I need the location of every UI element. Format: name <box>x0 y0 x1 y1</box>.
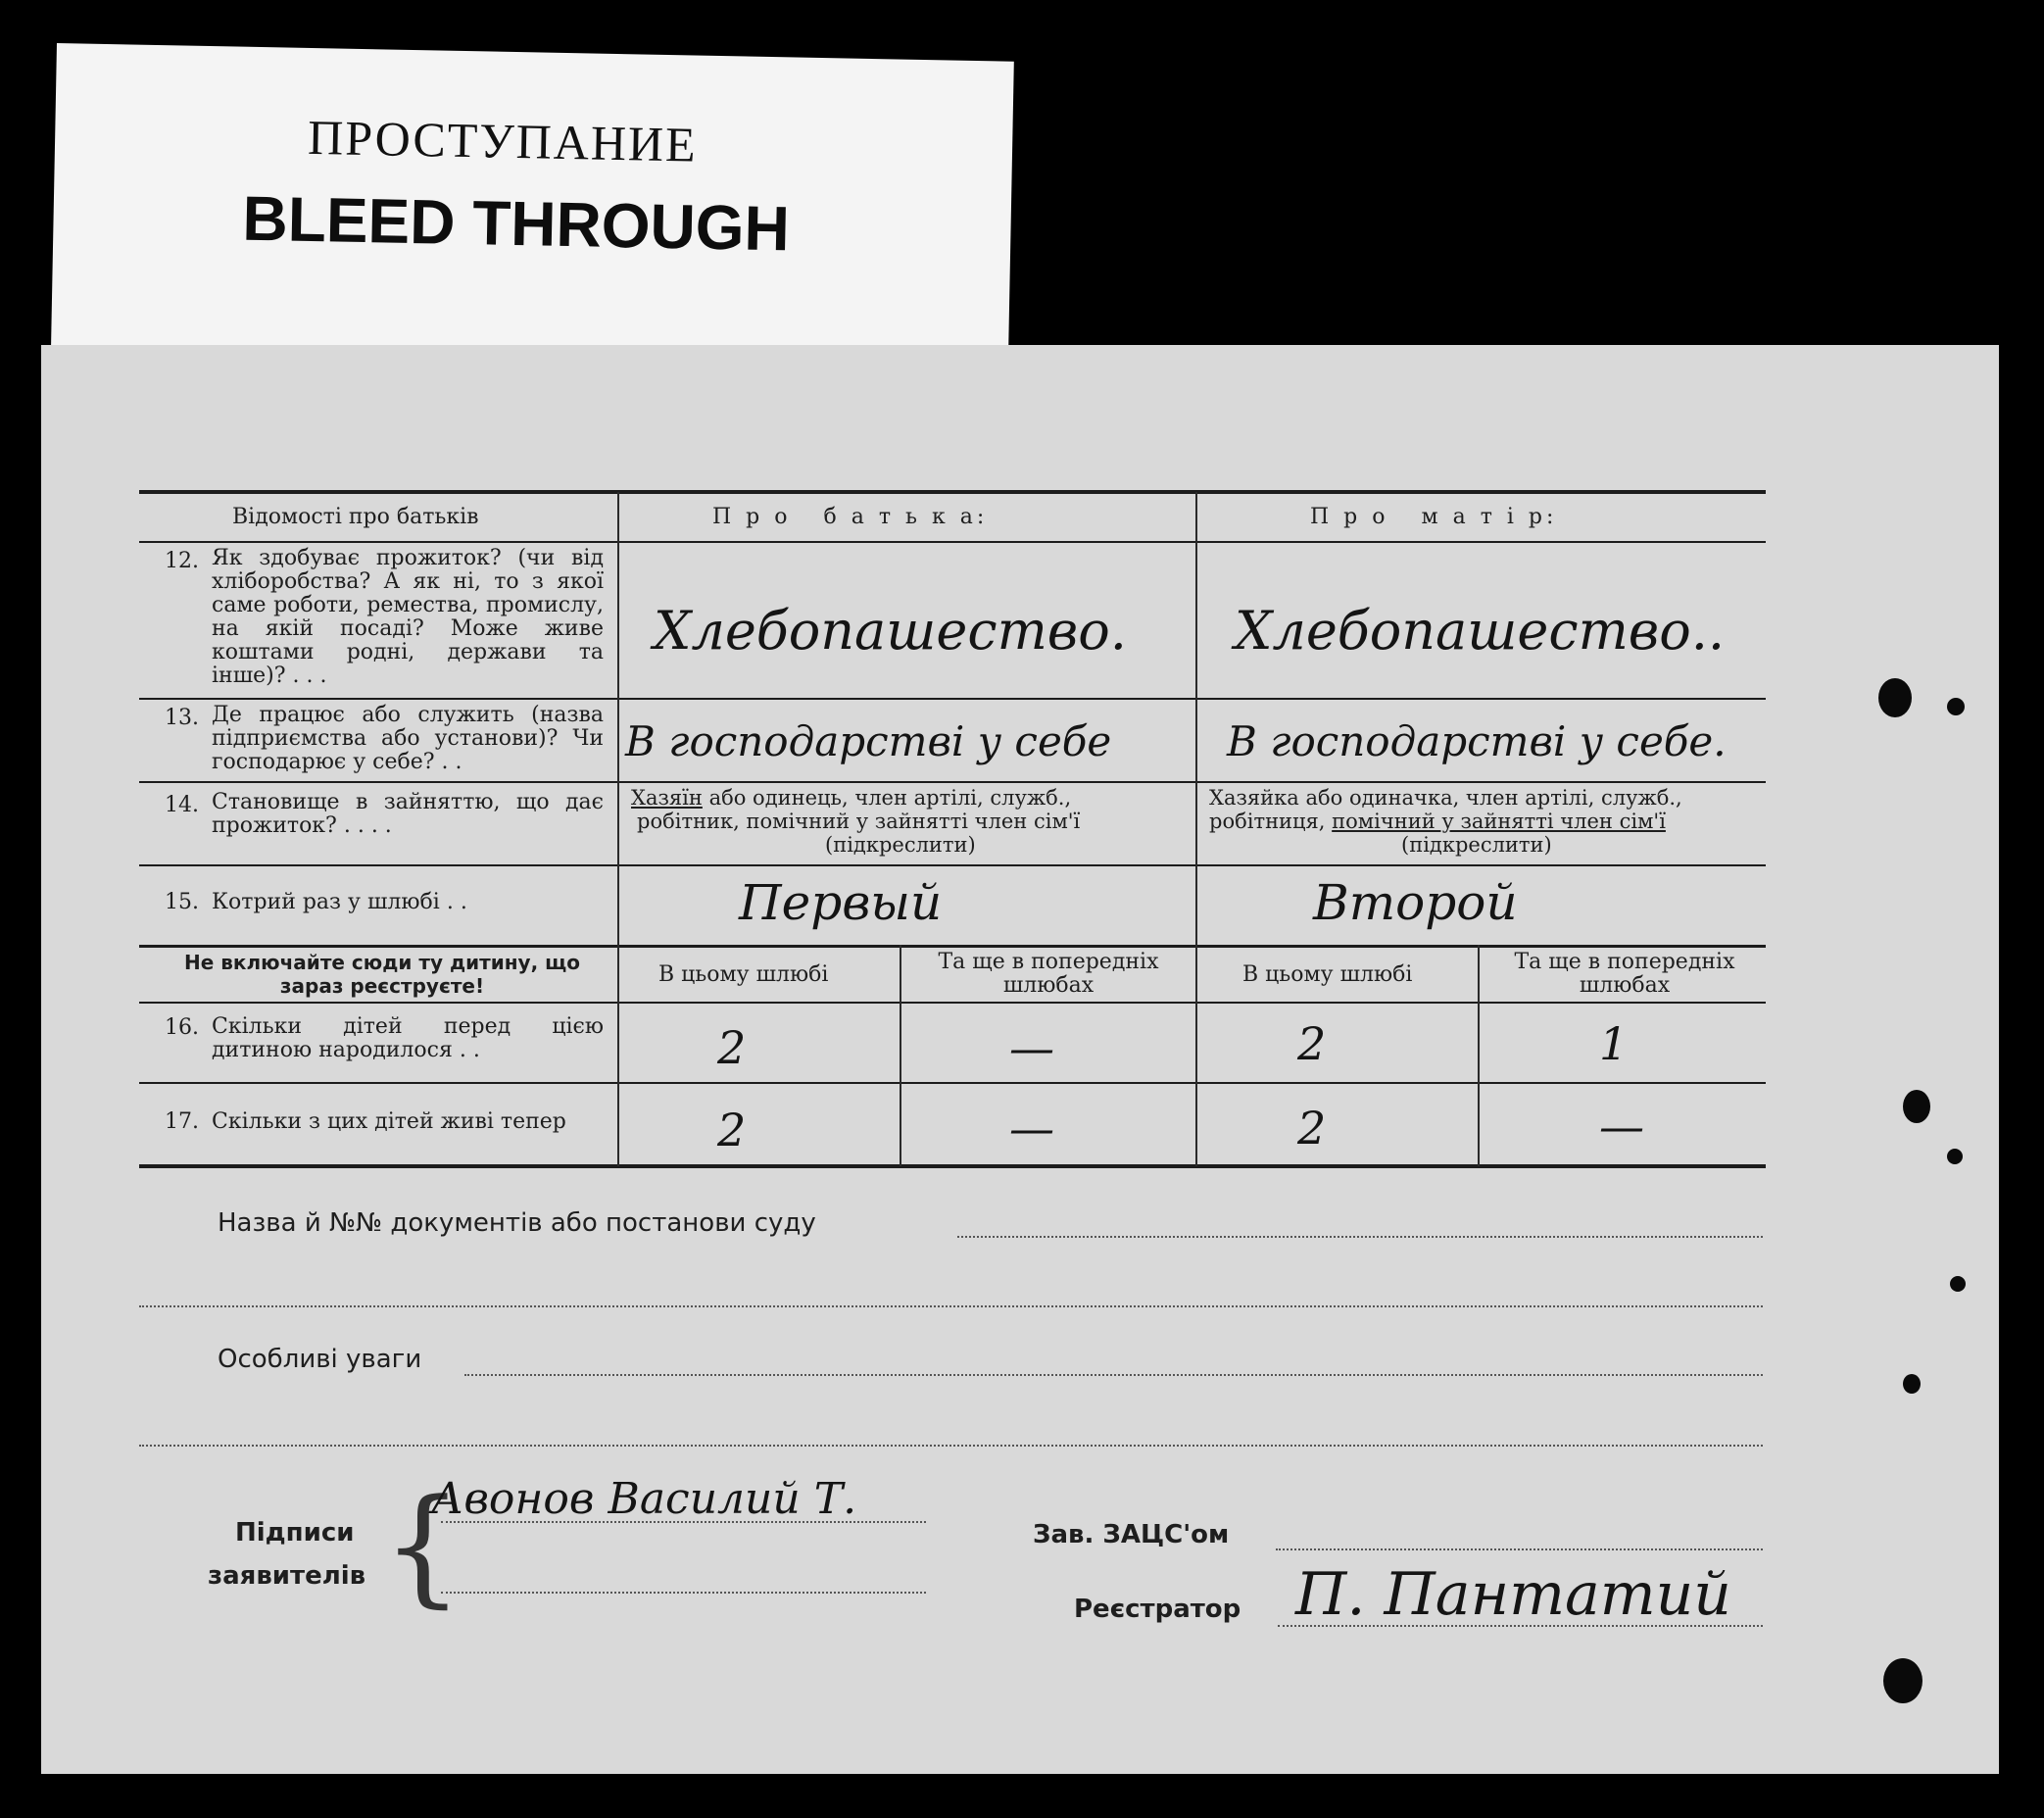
row13-mother-answer: В господарстві у себе. <box>1227 717 1727 765</box>
row14-father-options <box>631 786 1071 811</box>
col-divider-1 <box>617 492 619 1166</box>
binding-hole <box>1947 698 1965 715</box>
binding-hole <box>1950 1276 1966 1292</box>
row14-father-options-line2: робітник, помічний у зайнятті член сім'ї <box>637 810 1081 833</box>
rule-bottom <box>139 1164 1766 1168</box>
registrar-signature: П. Пантатий <box>1295 1560 1731 1629</box>
binding-hole <box>1903 1374 1921 1394</box>
notes-label: Особливі уваги <box>218 1345 422 1374</box>
col-divider-4 <box>1478 945 1480 1166</box>
row16-number: 16. <box>165 1015 199 1040</box>
registrar-label: Реєстратор <box>1074 1595 1241 1624</box>
header-father: П р о б а т ь к а: <box>712 505 989 529</box>
rule-row14-bottom <box>139 864 1766 866</box>
notes-line-2 <box>139 1445 1763 1447</box>
notes-line-1 <box>464 1374 1763 1376</box>
header-mother: П р о м а т і р: <box>1310 505 1558 529</box>
documents-line-1 <box>957 1236 1763 1238</box>
binding-hole <box>1878 678 1912 717</box>
col-divider-3 <box>900 945 901 1166</box>
documents-line-2 <box>139 1305 1763 1307</box>
applicant-signature-line-1 <box>441 1521 926 1523</box>
row17-father-this-marriage: 2 <box>717 1104 747 1156</box>
rule-row13-bottom <box>139 781 1766 783</box>
row16-mother-this-marriage: 2 <box>1297 1017 1327 1070</box>
registration-form <box>41 345 1999 1774</box>
subheader-mother-previous-marriages: Та ще в попередніх шлюбах <box>1514 950 1735 998</box>
rule-header-bottom <box>139 541 1766 543</box>
col-divider-2 <box>1195 492 1197 1166</box>
row16-mother-previous: 1 <box>1599 1017 1629 1070</box>
subheader-mother-this-marriage: В цьому шлюбі <box>1242 962 1413 987</box>
subheader-father-previous-marriages: Та ще в попередніх шлюбах <box>938 950 1159 998</box>
row15-mother-answer: Второй <box>1313 874 1518 931</box>
target-card <box>51 43 1014 380</box>
row12-number: 12. <box>165 549 199 573</box>
rule-row16-bottom <box>139 1082 1766 1084</box>
applicant-signature: Авонов Василий Т. <box>431 1474 857 1524</box>
row13-question: Де працює або служить (назва підприємства або установи)? Чи господарює у себе? . . <box>212 703 604 774</box>
subheader-father-this-marriage: В цьому шлюбі <box>658 962 829 987</box>
row17-father-previous: — <box>1009 1102 1054 1155</box>
rule-row15-bottom <box>139 945 1766 948</box>
row14-mother-options-line2 <box>1209 810 1666 834</box>
row15-number: 15. <box>165 890 199 914</box>
row14-father-underline-hint: (підкреслити) <box>825 833 976 857</box>
target-card-title-ru: ПРОСТУПАНИЕ <box>307 109 699 172</box>
row14-mother-options-line1: Хазяйка або одиначка, член артілі, служб., <box>1209 786 1682 810</box>
row14-number: 14. <box>165 793 199 817</box>
row17-mother-previous: — <box>1599 1100 1644 1153</box>
row12-father-answer: Хлебопашество. <box>654 600 1127 662</box>
target-card-title-en: BLEED THROUGH <box>241 182 791 265</box>
row15-question: Котрий раз у шлюбі . . <box>212 890 467 914</box>
row17-mother-this-marriage: 2 <box>1297 1102 1327 1155</box>
rule-subheader-bottom <box>139 1002 1766 1004</box>
children-exclusion-note: Не включайте сюди ту дитину, що зараз реєструєте! <box>183 951 580 998</box>
row16-father-previous: — <box>1009 1021 1054 1074</box>
row12-mother-answer: Хлебопашество.. <box>1235 600 1726 662</box>
applicants-signatures-label-line1: Підписи <box>235 1518 355 1548</box>
registry-head-line <box>1276 1548 1763 1550</box>
row13-number: 13. <box>165 706 199 730</box>
applicant-signature-line-2 <box>441 1592 926 1594</box>
row17-question: Скільки з цих дітей живі тепер <box>212 1109 566 1134</box>
row16-father-this-marriage: 2 <box>717 1021 747 1074</box>
row12-question: Як здобуває прожиток? (чи від хліборобства? А як ні, то з якої саме роботи, ремества, промислу, на якій посаді? Може живе коштами родні, держави та інше)? . . . <box>212 546 604 688</box>
applicants-signatures-label-line2: заявителів <box>208 1561 366 1591</box>
rule-row12-bottom <box>139 698 1766 700</box>
row16-question: Скільки дітей перед цією дитиною народилося . . <box>212 1014 604 1062</box>
row14-mother-underlined-option: помічний у зайнятті член сім'ї <box>1332 810 1666 833</box>
row17-number: 17. <box>165 1109 199 1134</box>
row14-mother-underline-hint: (підкреслити) <box>1401 833 1552 857</box>
applicants-brace: { <box>382 1471 463 1620</box>
row14-question: Становище в зайняттю, що дає прожиток? . . . . <box>212 790 604 838</box>
row14-father-underlined-option: Хазяїн <box>631 786 703 810</box>
row14-mother-options-prefix: робітниця, <box>1209 810 1333 833</box>
row14-father-options-rest: або одинець, член артілі, служб., <box>702 786 1072 810</box>
row15-father-answer: Первый <box>739 874 943 931</box>
binding-hole <box>1947 1149 1963 1164</box>
documents-label: Назва й №№ документів або постанови суду <box>218 1208 816 1238</box>
rule-top <box>139 490 1766 494</box>
binding-hole <box>1903 1090 1930 1123</box>
registry-head-label: Зав. ЗАЦС'ом <box>1033 1520 1230 1549</box>
binding-hole <box>1883 1658 1922 1703</box>
header-parents-info: Відомості про батьків <box>232 505 479 529</box>
row13-father-answer: В господарстві у себе <box>625 717 1112 765</box>
